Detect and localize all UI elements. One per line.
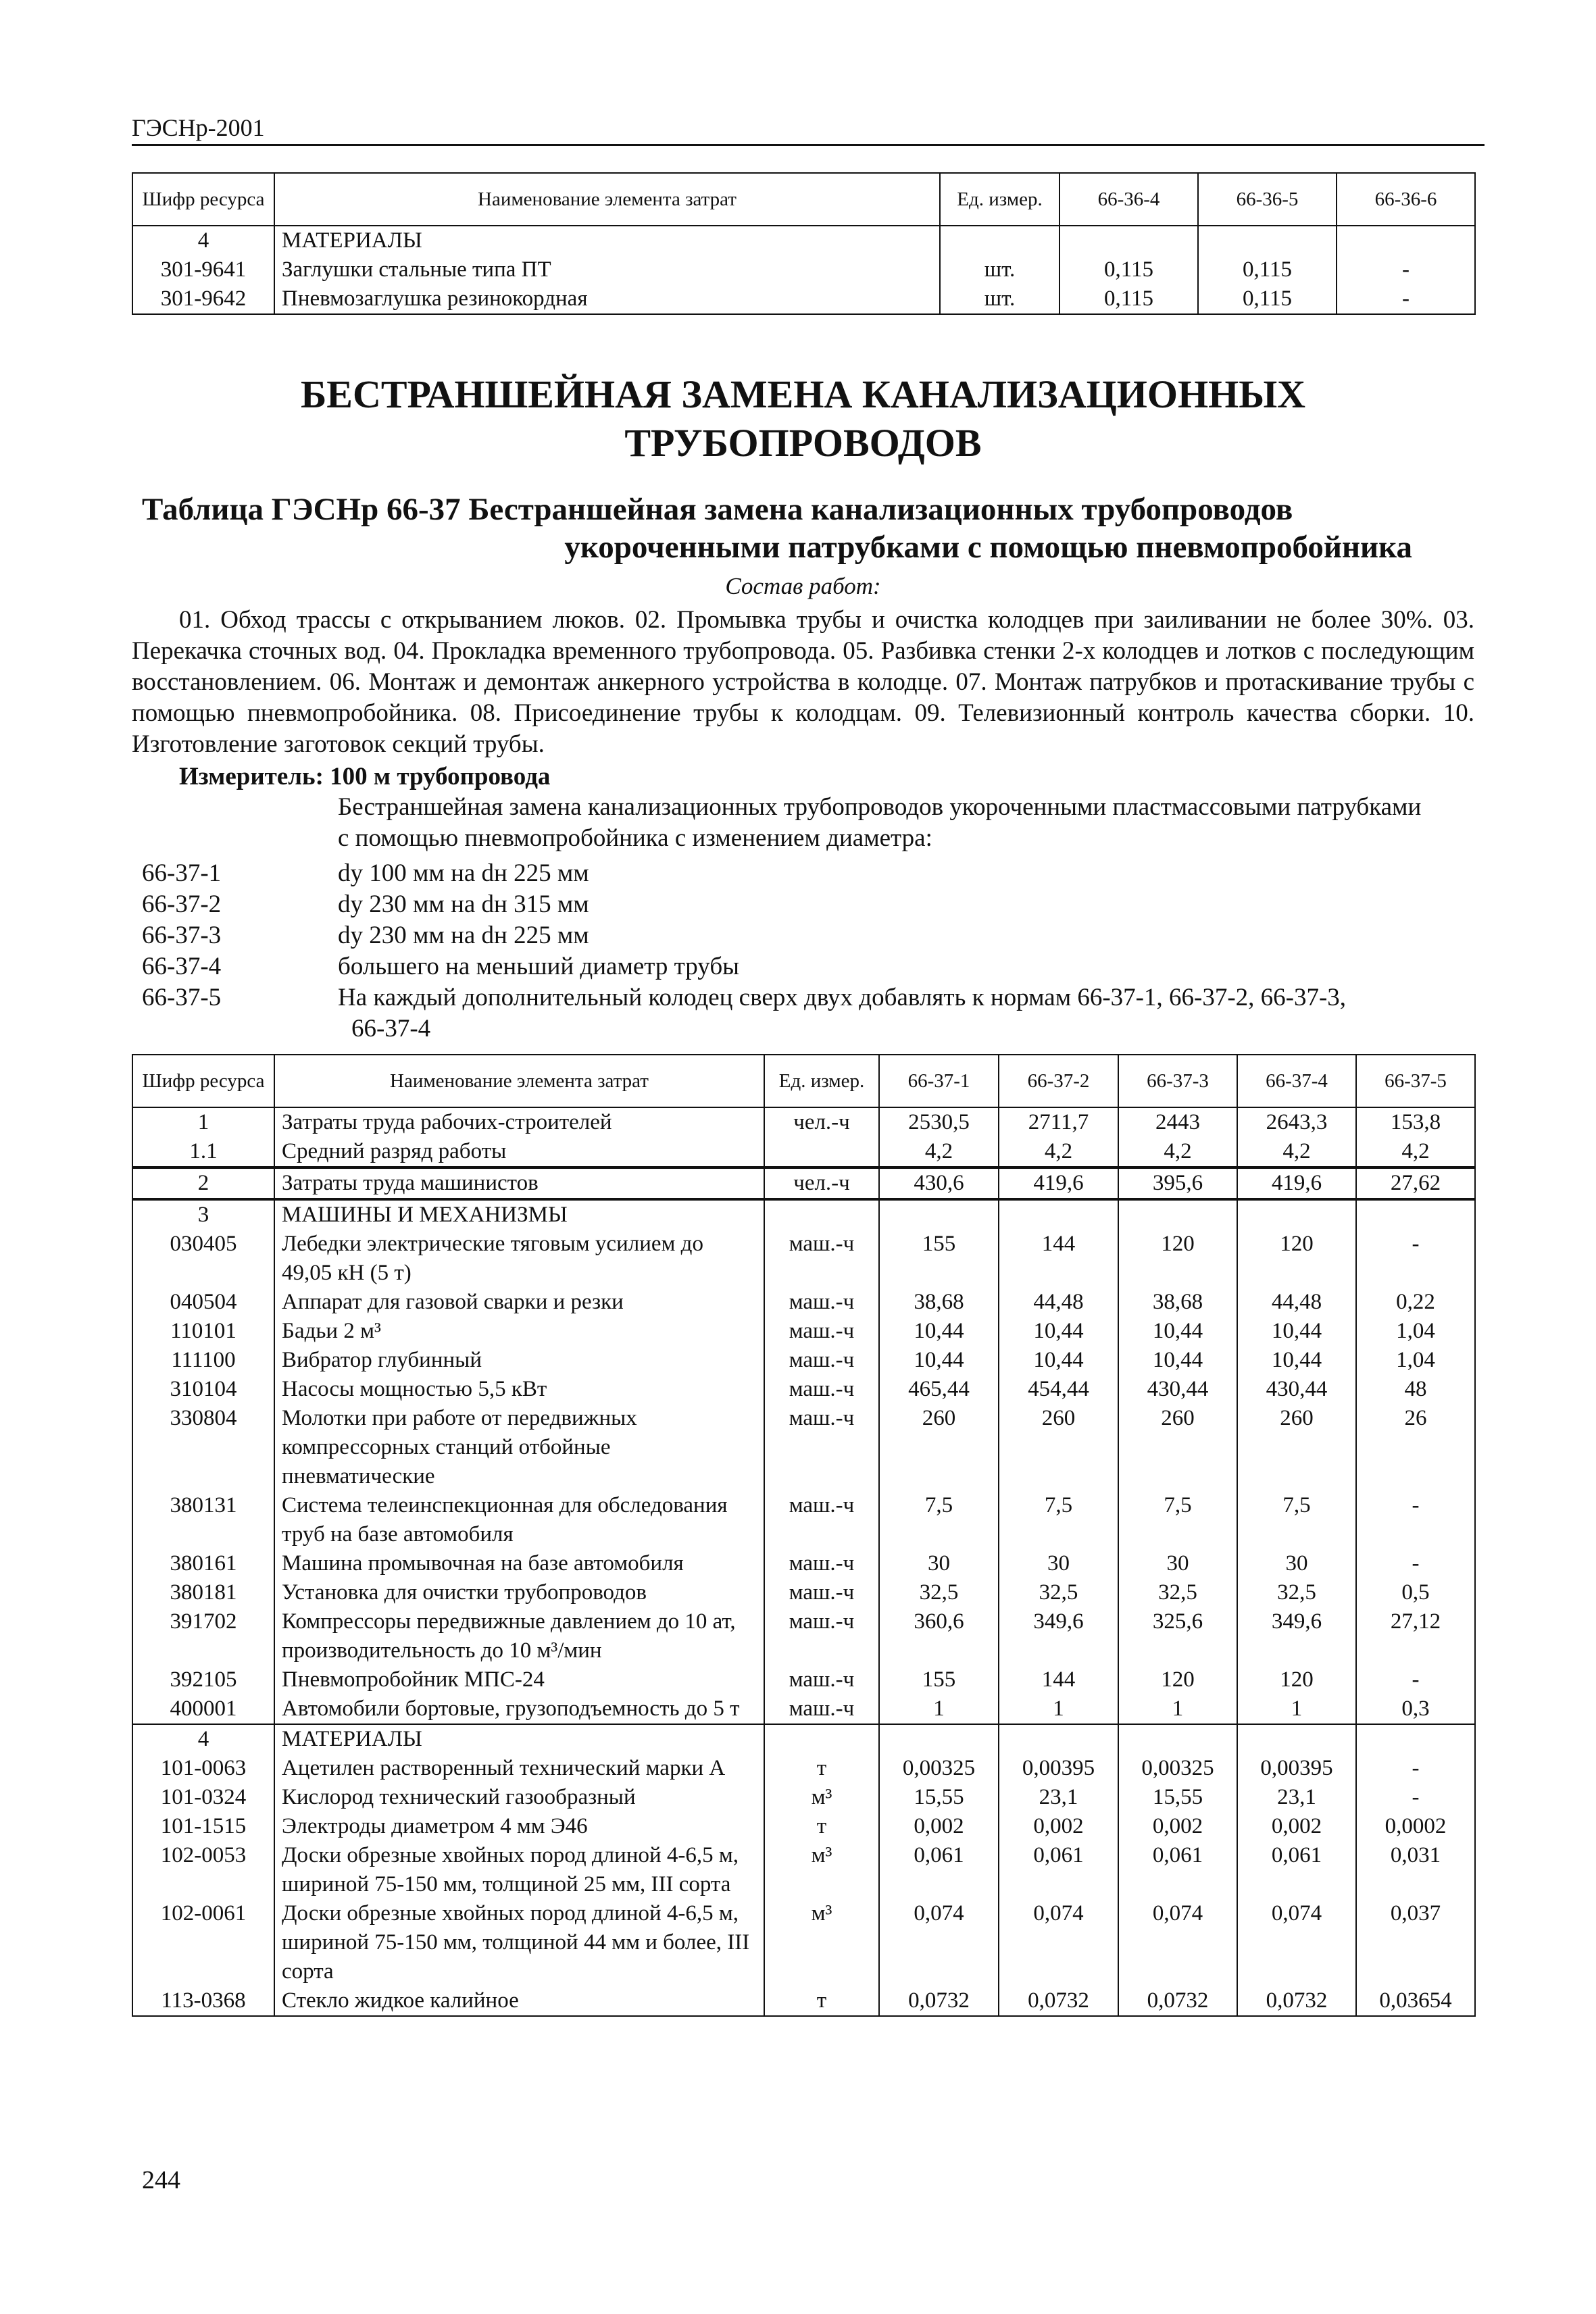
value: - bbox=[1356, 1491, 1475, 1549]
value: 0,061 bbox=[1237, 1841, 1356, 1899]
table-row bbox=[132, 1986, 1475, 2016]
resource-name: Молотки при работе от передвижных компрессорных станций отбойные пневматические bbox=[274, 1404, 764, 1491]
unit: маш.-ч bbox=[764, 1404, 879, 1491]
value: 38,68 bbox=[1118, 1288, 1237, 1317]
value: - bbox=[1356, 1665, 1475, 1694]
list-item bbox=[142, 858, 1514, 889]
value: 120 bbox=[1118, 1665, 1237, 1694]
resource-name: Доски обрезные хвойных пород длиной 4-6,5 м, шириной 75-150 мм, толщиной 25 мм, III сорта bbox=[274, 1841, 764, 1899]
empty-cell bbox=[879, 1199, 999, 1230]
resource-code: 2 bbox=[132, 1167, 274, 1199]
col-header: Наименование элемента затрат bbox=[274, 1055, 764, 1107]
value: 1,04 bbox=[1356, 1346, 1475, 1375]
resource-code: 113-0368 bbox=[132, 1986, 274, 2016]
empty-cell bbox=[764, 1199, 879, 1230]
value: 465,44 bbox=[879, 1375, 999, 1404]
value: 0,061 bbox=[879, 1841, 999, 1899]
resource-code: 400001 bbox=[132, 1694, 274, 1724]
resource-name: Средний разряд работы bbox=[274, 1137, 764, 1167]
table-row bbox=[132, 255, 1475, 284]
table-row bbox=[132, 1694, 1475, 1724]
value: 4,2 bbox=[1237, 1137, 1356, 1167]
value: 7,5 bbox=[999, 1491, 1118, 1549]
value: 4,2 bbox=[999, 1137, 1118, 1167]
section-title: МАШИНЫ И МЕХАНИЗМЫ bbox=[274, 1199, 764, 1230]
value: 144 bbox=[999, 1665, 1118, 1694]
value: - bbox=[1337, 284, 1475, 314]
work-composition-text: 01. Обход трассы с открыванием люков. 02. Промывка трубы и очистка колодцев при заиливании не более 30%. 03. Перекачка сточных вод. 04. Прокладка временного трубопровода. 05. Разбивка стенки 2-х колодцев и лотков с последующим восстановлением. 06. Монтаж и демонтаж анкерного устройства в колодце. 07. Монтаж патрубков и протаскивание трубы с помощью пневмопробойника. 08. Присоединение трубы к колодцам. 09. Телевизионный контроль качества сборки. 10. Изготовление заготовок секций трубы. bbox=[132, 606, 1474, 758]
unit: чел.-ч bbox=[764, 1167, 879, 1199]
value: 0,115 bbox=[1059, 284, 1198, 314]
resource-code: 301-9641 bbox=[132, 255, 274, 284]
table-title-line: укороченными патрубками с помощью пневмопробойника bbox=[564, 530, 1412, 565]
value: 32,5 bbox=[1118, 1578, 1237, 1607]
col-header: 66-37-3 bbox=[1118, 1055, 1237, 1107]
unit: маш.-ч bbox=[764, 1694, 879, 1724]
value: 0,00395 bbox=[999, 1754, 1118, 1783]
value: 0,3 bbox=[1356, 1694, 1475, 1724]
table-row bbox=[132, 1230, 1475, 1288]
empty-cell bbox=[1356, 1724, 1475, 1754]
col-header: 66-37-1 bbox=[879, 1055, 999, 1107]
value: 23,1 bbox=[1237, 1783, 1356, 1812]
value: 120 bbox=[1237, 1230, 1356, 1288]
value: - bbox=[1356, 1549, 1475, 1578]
value: 1 bbox=[1237, 1694, 1356, 1724]
value: 349,6 bbox=[999, 1607, 1118, 1665]
value: 27,12 bbox=[1356, 1607, 1475, 1665]
section-heading-line: БЕСТРАНШЕЙНАЯ ЗАМЕНА КАНАЛИЗАЦИОННЫХ bbox=[300, 372, 1306, 416]
value: 7,5 bbox=[1118, 1491, 1237, 1549]
section-title: МАТЕРИАЛЫ bbox=[274, 1724, 764, 1754]
table-title bbox=[142, 491, 1412, 566]
unit: т bbox=[764, 1986, 879, 2016]
resource-code: 102-0061 bbox=[132, 1899, 274, 1986]
value: 32,5 bbox=[999, 1578, 1118, 1607]
value: 0,00325 bbox=[1118, 1754, 1237, 1783]
resource-name: Пневмопробойник МПС-24 bbox=[274, 1665, 764, 1694]
value: 4,2 bbox=[1356, 1137, 1475, 1167]
section-heading-line: ТРУБОПРОВОДОВ bbox=[624, 421, 982, 465]
value: 120 bbox=[1237, 1665, 1356, 1694]
norm-description: Бестраншейная замена канализационных трубопроводов укороченными пластмассовыми патрубками с помощью пневмопробойника с изменением диаметра: bbox=[338, 793, 1422, 852]
norm-text: dу 230 мм на dн 315 мм bbox=[338, 890, 589, 918]
value: 419,6 bbox=[999, 1167, 1118, 1199]
value: 349,6 bbox=[1237, 1607, 1356, 1665]
unit bbox=[764, 1137, 879, 1167]
resource-code: 102-0053 bbox=[132, 1841, 274, 1899]
table-row bbox=[132, 1607, 1475, 1665]
value: - bbox=[1356, 1754, 1475, 1783]
value: 27,62 bbox=[1356, 1167, 1475, 1199]
value: 0,0732 bbox=[1237, 1986, 1356, 2016]
table-row bbox=[132, 1549, 1475, 1578]
unit: м³ bbox=[764, 1899, 879, 1986]
resource-code: 040504 bbox=[132, 1288, 274, 1317]
value: 1,04 bbox=[1356, 1317, 1475, 1346]
value: 2530,5 bbox=[879, 1107, 999, 1137]
value: 7,5 bbox=[1237, 1491, 1356, 1549]
table-row bbox=[132, 1107, 1475, 1137]
unit: маш.-ч bbox=[764, 1375, 879, 1404]
col-header: Ед. измер. bbox=[764, 1055, 879, 1107]
norm-code: 66-37-2 bbox=[142, 890, 222, 918]
value: 0,115 bbox=[1059, 255, 1198, 284]
materials-table-66-36 bbox=[132, 172, 1476, 315]
col-header: Шифр ресурса bbox=[132, 1055, 274, 1107]
resource-code: 391702 bbox=[132, 1607, 274, 1665]
value: 144 bbox=[999, 1230, 1118, 1288]
norm-list bbox=[142, 858, 1514, 1045]
resource-code: 101-0324 bbox=[132, 1783, 274, 1812]
value: 155 bbox=[879, 1665, 999, 1694]
list-item bbox=[142, 951, 1514, 982]
table-row bbox=[132, 1317, 1475, 1346]
value: 7,5 bbox=[879, 1491, 999, 1549]
value: 0,0002 bbox=[1356, 1812, 1475, 1841]
table-title-line: Таблица ГЭСНр 66-37 Бестраншейная замена канализационных трубопроводов bbox=[142, 492, 1293, 527]
col-header: 66-37-4 bbox=[1237, 1055, 1356, 1107]
table-row bbox=[132, 1404, 1475, 1491]
section-code: 4 bbox=[132, 226, 274, 255]
value: 260 bbox=[1237, 1404, 1356, 1491]
value: 26 bbox=[1356, 1404, 1475, 1491]
resource-code: 101-1515 bbox=[132, 1812, 274, 1841]
col-header: 66-37-5 bbox=[1356, 1055, 1475, 1107]
unit: маш.-ч bbox=[764, 1288, 879, 1317]
table-row bbox=[132, 1841, 1475, 1899]
value: 0,074 bbox=[999, 1899, 1118, 1986]
value: 0,00395 bbox=[1237, 1754, 1356, 1783]
value: - bbox=[1356, 1230, 1475, 1288]
resource-name: Вибратор глубинный bbox=[274, 1346, 764, 1375]
value: 44,48 bbox=[1237, 1288, 1356, 1317]
document-code: ГЭСНр-2001 bbox=[132, 114, 265, 141]
norm-text: На каждый дополнительный колодец сверх двух добавлять к нормам 66-37-1, 66-37-2, 66-37-3, bbox=[338, 984, 1347, 1011]
resource-code: 330804 bbox=[132, 1404, 274, 1491]
section-row bbox=[132, 1724, 1475, 1754]
value: 4,2 bbox=[1118, 1137, 1237, 1167]
resource-name: Автомобили бортовые, грузоподъемность до 5 т bbox=[274, 1694, 764, 1724]
unit: т bbox=[764, 1754, 879, 1783]
value: 0,002 bbox=[879, 1812, 999, 1841]
norm-code: 66-37-1 bbox=[142, 859, 222, 887]
section-code: 3 bbox=[132, 1199, 274, 1230]
table-row bbox=[132, 1812, 1475, 1841]
list-item bbox=[142, 1013, 1514, 1045]
table-row bbox=[132, 1137, 1475, 1167]
section-row bbox=[132, 1199, 1475, 1230]
resource-code: 380161 bbox=[132, 1549, 274, 1578]
value: 0,115 bbox=[1198, 255, 1337, 284]
empty-cell bbox=[1118, 1199, 1237, 1230]
resource-code: 310104 bbox=[132, 1375, 274, 1404]
value: 30 bbox=[1237, 1549, 1356, 1578]
resource-name: Бадьи 2 м³ bbox=[274, 1317, 764, 1346]
value: 10,44 bbox=[879, 1317, 999, 1346]
page-number: 244 bbox=[142, 2166, 180, 2194]
unit: м³ bbox=[764, 1841, 879, 1899]
table-row bbox=[132, 1665, 1475, 1694]
resource-name: Ацетилен растворенный технический марки А bbox=[274, 1754, 764, 1783]
value: 0,074 bbox=[1118, 1899, 1237, 1986]
value: 419,6 bbox=[1237, 1167, 1356, 1199]
resource-name: Затраты труда рабочих-строителей bbox=[274, 1107, 764, 1137]
value: 2643,3 bbox=[1237, 1107, 1356, 1137]
list-item bbox=[142, 920, 1514, 951]
resource-code: 030405 bbox=[132, 1230, 274, 1288]
value: 0,00325 bbox=[879, 1754, 999, 1783]
resource-code: 110101 bbox=[132, 1317, 274, 1346]
value: 2711,7 bbox=[999, 1107, 1118, 1137]
value: 30 bbox=[1118, 1549, 1237, 1578]
table-row bbox=[132, 1899, 1475, 1986]
section-code: 4 bbox=[132, 1724, 274, 1754]
value: 10,44 bbox=[999, 1317, 1118, 1346]
value: 10,44 bbox=[1118, 1346, 1237, 1375]
col-header: 66-37-2 bbox=[999, 1055, 1118, 1107]
resource-name: Электроды диаметром 4 мм Э46 bbox=[274, 1812, 764, 1841]
value: 32,5 bbox=[879, 1578, 999, 1607]
value: 430,44 bbox=[1118, 1375, 1237, 1404]
empty-cell bbox=[999, 1724, 1118, 1754]
unit: маш.-ч bbox=[764, 1578, 879, 1607]
value: 0,03654 bbox=[1356, 1986, 1475, 2016]
value: - bbox=[1356, 1783, 1475, 1812]
value: 0,115 bbox=[1198, 284, 1337, 314]
table-row bbox=[132, 1375, 1475, 1404]
value: 1 bbox=[879, 1694, 999, 1724]
unit: шт. bbox=[940, 255, 1059, 284]
value: 0,061 bbox=[1118, 1841, 1237, 1899]
value: 0,0732 bbox=[879, 1986, 999, 2016]
header-rule bbox=[132, 144, 1485, 146]
resource-code: 380181 bbox=[132, 1578, 274, 1607]
resource-code: 1.1 bbox=[132, 1137, 274, 1167]
unit: маш.-ч bbox=[764, 1346, 879, 1375]
value: 48 bbox=[1356, 1375, 1475, 1404]
value: 0,002 bbox=[999, 1812, 1118, 1841]
norm-text: dу 230 мм на dн 225 мм bbox=[338, 922, 589, 949]
col-header: 66-36-6 bbox=[1337, 173, 1475, 226]
resource-name: Насосы мощностью 5,5 кВт bbox=[274, 1375, 764, 1404]
norm-code: 66-37-5 bbox=[142, 984, 222, 1011]
value: 30 bbox=[879, 1549, 999, 1578]
empty-cell bbox=[1356, 1199, 1475, 1230]
unit: т bbox=[764, 1812, 879, 1841]
unit: маш.-ч bbox=[764, 1665, 879, 1694]
value: 120 bbox=[1118, 1230, 1237, 1288]
value: 0,0732 bbox=[1118, 1986, 1237, 2016]
resource-code: 101-0063 bbox=[132, 1754, 274, 1783]
value: 23,1 bbox=[999, 1783, 1118, 1812]
norm-text: dу 100 мм на dн 225 мм bbox=[338, 859, 589, 887]
resource-name: Пневмозаглушка резинокордная bbox=[274, 284, 940, 314]
col-header: 66-36-4 bbox=[1059, 173, 1198, 226]
measure-unit: Измеритель: 100 м трубопровода bbox=[179, 763, 551, 790]
value: 325,6 bbox=[1118, 1607, 1237, 1665]
value: 155 bbox=[879, 1230, 999, 1288]
unit: чел.-ч bbox=[764, 1107, 879, 1137]
value: 10,44 bbox=[879, 1346, 999, 1375]
value: 32,5 bbox=[1237, 1578, 1356, 1607]
value: 454,44 bbox=[999, 1375, 1118, 1404]
resource-name: Затраты труда машинистов bbox=[274, 1167, 764, 1199]
resource-code: 301-9642 bbox=[132, 284, 274, 314]
value: 10,44 bbox=[1237, 1317, 1356, 1346]
value: 10,44 bbox=[1118, 1317, 1237, 1346]
table-row bbox=[132, 1783, 1475, 1812]
value: 44,48 bbox=[999, 1288, 1118, 1317]
norm-text: большего на меньший диаметр трубы bbox=[338, 953, 740, 980]
value: 10,44 bbox=[1237, 1346, 1356, 1375]
work-composition-label: Состав работ: bbox=[725, 573, 881, 599]
col-header: 66-36-5 bbox=[1198, 173, 1337, 226]
norm-code: 66-37-4 bbox=[142, 953, 222, 980]
list-item bbox=[142, 982, 1514, 1013]
empty-cell bbox=[879, 1724, 999, 1754]
empty-cell bbox=[1237, 1199, 1356, 1230]
resource-name: Система телеинспекционная для обследования труб на базе автомобиля bbox=[274, 1491, 764, 1549]
table-row bbox=[132, 1578, 1475, 1607]
unit: маш.-ч bbox=[764, 1491, 879, 1549]
table-row bbox=[132, 1167, 1475, 1199]
value: 0,5 bbox=[1356, 1578, 1475, 1607]
table-row bbox=[132, 1754, 1475, 1783]
unit: маш.-ч bbox=[764, 1549, 879, 1578]
value: 260 bbox=[879, 1404, 999, 1491]
value: 153,8 bbox=[1356, 1107, 1475, 1137]
resource-name: Доски обрезные хвойных пород длиной 4-6,5 м, шириной 75-150 мм, толщиной 44 мм и более, III сорта bbox=[274, 1899, 764, 1986]
unit: маш.-ч bbox=[764, 1230, 879, 1288]
value: 1 bbox=[999, 1694, 1118, 1724]
resource-code: 111100 bbox=[132, 1346, 274, 1375]
resource-name: Аппарат для газовой сварки и резки bbox=[274, 1288, 764, 1317]
col-header: Наименование элемента затрат bbox=[274, 173, 940, 226]
section-heading bbox=[132, 370, 1474, 468]
resource-name: Машина промывочная на базе автомобиля bbox=[274, 1549, 764, 1578]
value: 0,002 bbox=[1118, 1812, 1237, 1841]
value: 0,002 bbox=[1237, 1812, 1356, 1841]
value: 0,074 bbox=[1237, 1899, 1356, 1986]
value: 260 bbox=[1118, 1404, 1237, 1491]
value: 0,0732 bbox=[999, 1986, 1118, 2016]
value: - bbox=[1337, 255, 1475, 284]
value: 15,55 bbox=[879, 1783, 999, 1812]
col-header: Ед. измер. bbox=[940, 173, 1059, 226]
value: 30 bbox=[999, 1549, 1118, 1578]
table-row bbox=[132, 1491, 1475, 1549]
value: 1 bbox=[1118, 1694, 1237, 1724]
value: 15,55 bbox=[1118, 1783, 1237, 1812]
value: 10,44 bbox=[999, 1346, 1118, 1375]
value: 2443 bbox=[1118, 1107, 1237, 1137]
unit: м³ bbox=[764, 1783, 879, 1812]
value: 395,6 bbox=[1118, 1167, 1237, 1199]
value: 430,6 bbox=[879, 1167, 999, 1199]
table-row bbox=[132, 1346, 1475, 1375]
unit: маш.-ч bbox=[764, 1317, 879, 1346]
list-item bbox=[142, 889, 1514, 920]
value: 0,061 bbox=[999, 1841, 1118, 1899]
table-row bbox=[132, 1288, 1475, 1317]
value: 0,074 bbox=[879, 1899, 999, 1986]
value: 430,44 bbox=[1237, 1375, 1356, 1404]
unit: шт. bbox=[940, 284, 1059, 314]
unit: маш.-ч bbox=[764, 1607, 879, 1665]
resource-name: Заглушки стальные типа ПТ bbox=[274, 255, 940, 284]
resource-name: Кислород технический газообразный bbox=[274, 1783, 764, 1812]
resource-name: Компрессоры передвижные давлением до 10 ат, производительность до 10 м³/мин bbox=[274, 1607, 764, 1665]
value: 0,031 bbox=[1356, 1841, 1475, 1899]
resource-code: 1 bbox=[132, 1107, 274, 1137]
empty-cell bbox=[999, 1199, 1118, 1230]
norm-code: 66-37-3 bbox=[142, 922, 222, 949]
value: 260 bbox=[999, 1404, 1118, 1491]
col-header: Шифр ресурса bbox=[132, 173, 274, 226]
resource-code: 392105 bbox=[132, 1665, 274, 1694]
value: 38,68 bbox=[879, 1288, 999, 1317]
section-title: МАТЕРИАЛЫ bbox=[274, 226, 940, 255]
value: 0,22 bbox=[1356, 1288, 1475, 1317]
resource-name: Лебедки электрические тяговым усилием до 49,05 кН (5 т) bbox=[274, 1230, 764, 1288]
value: 360,6 bbox=[879, 1607, 999, 1665]
resource-name: Установка для очистки трубопроводов bbox=[274, 1578, 764, 1607]
empty-cell bbox=[764, 1724, 879, 1754]
norm-text: 66-37-4 bbox=[351, 1015, 431, 1042]
empty-cell bbox=[1118, 1724, 1237, 1754]
value: 0,037 bbox=[1356, 1899, 1475, 1986]
empty-cell bbox=[1237, 1724, 1356, 1754]
table-row bbox=[132, 284, 1475, 314]
value: 4,2 bbox=[879, 1137, 999, 1167]
resource-code: 380131 bbox=[132, 1491, 274, 1549]
resources-table-66-37 bbox=[132, 1054, 1476, 2017]
resource-name: Стекло жидкое калийное bbox=[274, 1986, 764, 2016]
